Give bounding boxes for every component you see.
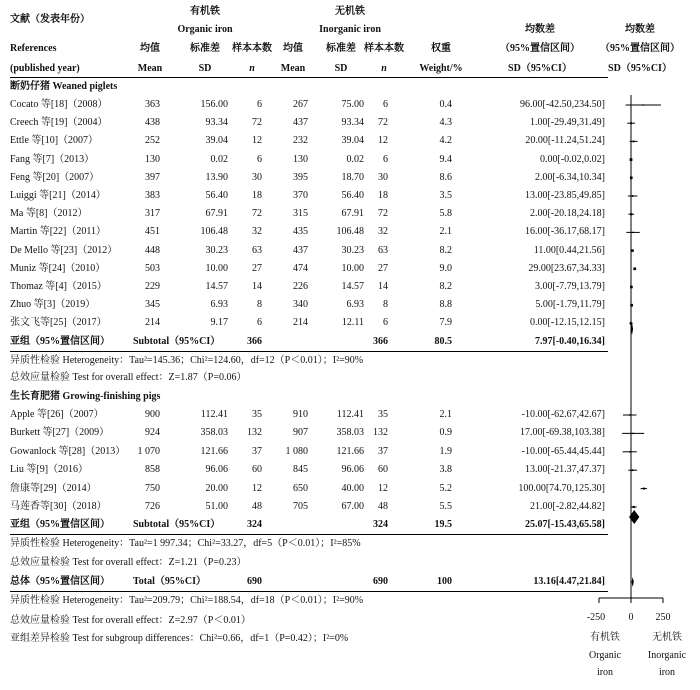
group-1-subtotal-label: 亚组（95%置信区间） — [10, 336, 110, 347]
study-sd1: 112.41 — [200, 409, 228, 420]
study-sd1: 358.03 — [200, 427, 228, 439]
study-ci: 1.00[-29.49,31.49] — [530, 117, 605, 129]
study-n1: 35 — [252, 409, 262, 420]
study-m2: 474 — [293, 262, 308, 274]
study-name: Creech 等[19]（2004） — [10, 117, 108, 129]
study-m2: 907 — [293, 427, 308, 439]
study-n1: 18 — [252, 190, 262, 201]
study-ci: 20.00[-11.24,51.24] — [525, 135, 605, 147]
group-1-title: 断奶仔猪 Weaned piglets — [10, 81, 118, 92]
study-name: Burkett 等[27]（2009） — [10, 427, 110, 439]
study-n2: 32 — [378, 226, 388, 238]
study-n2: 48 — [378, 501, 388, 512]
axis-tick-left-label: -250 — [586, 612, 606, 623]
total-ci: 13.16[4.47,21.84] — [533, 576, 605, 587]
study-name: Ma 等[8]（2012） — [10, 208, 88, 220]
study-n2: 6 — [383, 153, 388, 165]
study-sd1: 121.66 — [200, 445, 228, 457]
study-n2: 30 — [378, 171, 388, 183]
study-weight: 2.1 — [439, 409, 452, 420]
study-n2: 12 — [378, 135, 388, 147]
header-mean-cn: 均值 — [140, 43, 160, 54]
total-n1: 690 — [247, 576, 262, 587]
study-m2: 1 080 — [285, 445, 308, 457]
study-name: 马莲香等[30]（2018） — [10, 501, 107, 512]
header-n-cn-2: 样本本数 — [364, 43, 404, 54]
header-mean-cn-2: 均值 — [283, 43, 303, 54]
study-name: Apple 等[26]（2007） — [10, 409, 104, 420]
study-n1: 12 — [252, 482, 262, 494]
study-sd1: 156.00 — [200, 99, 228, 110]
study-m2: 845 — [293, 464, 308, 476]
study-n2: 63 — [378, 244, 388, 256]
group-2-subtotal-weight: 19.5 — [434, 519, 452, 530]
study-sd1: 106.48 — [200, 226, 228, 238]
study-sd2: 121.66 — [336, 445, 364, 457]
study-point — [631, 249, 634, 252]
study-n1: 14 — [252, 281, 262, 292]
study-n1: 8 — [257, 299, 262, 311]
study-point — [633, 140, 635, 142]
study-ci: 2.00[-20.18,24.18] — [530, 208, 605, 220]
header-md-plot-cn: 均数差 — [625, 24, 655, 35]
header-references: References — [10, 43, 57, 54]
study-ci: 2.00[-6.34,10.34] — [535, 171, 605, 183]
study-n1: 32 — [252, 226, 262, 238]
study-m2: 340 — [293, 299, 308, 311]
header-n-en-2: n — [381, 63, 387, 74]
study-sd1: 51.00 — [205, 501, 228, 512]
study-ci: 5.00[-1.79,11.79] — [535, 299, 605, 311]
study-m1: 726 — [145, 501, 160, 512]
header-md-cn: 均数差 — [525, 24, 555, 35]
header-mean-en-2: Mean — [280, 63, 306, 74]
header-sd-en-2: SD — [334, 63, 348, 74]
study-n2: 8 — [383, 299, 388, 311]
total-label-en: Total（95%CI） — [133, 576, 206, 587]
group-1-subtotal-n1: 366 — [247, 336, 262, 347]
group-1-subtotal-ci: 7.97[-0.40,16.34] — [535, 336, 605, 347]
study-point — [643, 104, 644, 105]
study-ci: 11.00[0.44,21.56] — [533, 244, 605, 256]
header-published: (published year) — [10, 63, 80, 74]
study-m2: 267 — [293, 99, 308, 110]
study-name: Zhuo 等[3]（2019） — [10, 299, 96, 311]
study-n1: 6 — [257, 317, 262, 329]
total-subgroup-diff: 亚组差异检验 Test for subgroup differences：Chi²=0.66，df=1（P=0.42）；I²=0% — [10, 633, 349, 644]
study-m1: 451 — [145, 226, 160, 238]
study-n2: 14 — [378, 281, 388, 292]
study-ci: 0.00[-12.15,12.15] — [530, 317, 605, 329]
study-n2: 35 — [378, 409, 388, 420]
study-m1: 1 070 — [137, 445, 160, 457]
study-m1: 229 — [145, 281, 160, 292]
study-sd2: 6.93 — [346, 299, 364, 311]
study-n1: 48 — [252, 501, 262, 512]
study-m2: 395 — [293, 171, 308, 183]
study-sd2: 12.11 — [341, 317, 364, 329]
study-m2: 226 — [293, 281, 308, 292]
study-n1: 6 — [257, 99, 262, 110]
study-weight: 3.5 — [439, 190, 452, 201]
study-ci: -10.00[-65.44,45.44] — [521, 445, 605, 457]
study-n1: 132 — [247, 427, 262, 439]
axis-right-en2: iron — [658, 667, 676, 678]
study-m2: 705 — [293, 501, 308, 512]
study-ci: 16.00[-36.17,68.17] — [525, 226, 605, 238]
study-weight: 8.8 — [439, 299, 452, 311]
header-ci-plot-cn: （95%置信区间） — [600, 43, 680, 54]
group-1-overall-effect: 总效应量检验 Test for overall effect：Z=1.87（P=0.06） — [10, 372, 247, 383]
group-1-heterogeneity: 异质性检验 Heterogeneity：Tau²=145.36；Chi²=124.60，df=12（P＜0.01）；I²=90% — [10, 355, 364, 366]
study-point — [630, 286, 633, 289]
study-weight: 0.9 — [439, 427, 452, 439]
study-name: 张文飞等[25]（2017） — [10, 317, 107, 329]
study-weight: 4.3 — [439, 117, 452, 129]
total-overall-effect: 总效应量检验 Test for overall effect：Z=2.97（P＜0.01） — [10, 615, 251, 626]
group-1-subtotal-weight: 80.5 — [434, 336, 452, 347]
study-m1: 503 — [145, 262, 160, 274]
study-sd1: 20.00 — [205, 482, 228, 494]
study-sd1: 9.17 — [210, 317, 228, 329]
study-point — [630, 122, 632, 124]
study-ci: 29.00[23.67,34.33] — [528, 262, 605, 274]
group-1-subtotal-en: Subtotal（95%CI） — [133, 336, 221, 347]
study-sd2: 358.03 — [336, 427, 364, 439]
study-m2: 650 — [293, 482, 308, 494]
study-ci: 21.00[-2.82,44.82] — [530, 501, 605, 512]
study-m2: 910 — [293, 409, 308, 420]
axis-left-cn: 有机铁 — [590, 632, 620, 643]
group-2-overall-effect: 总效应量检验 Test for overall effect：Z=1.21（P=0.23） — [10, 557, 247, 568]
study-m1: 214 — [145, 317, 160, 329]
study-name: Liu 等[9]（2016） — [10, 464, 89, 476]
study-n2: 37 — [378, 445, 388, 457]
study-point — [632, 232, 633, 233]
study-n1: 30 — [252, 171, 262, 183]
study-point — [629, 451, 630, 452]
study-m1: 345 — [145, 299, 160, 311]
study-weight: 8.6 — [439, 171, 452, 183]
study-name: 詹康等[29]（2014） — [10, 482, 97, 494]
study-name: Gowanlock 等[28]（2013） — [10, 445, 126, 457]
study-sd2: 18.70 — [341, 171, 364, 183]
study-n2: 72 — [378, 208, 388, 220]
axis-right-en1: Inorganic — [647, 650, 687, 661]
study-m1: 438 — [145, 117, 160, 129]
study-point — [633, 506, 635, 508]
study-m1: 448 — [145, 244, 160, 256]
study-sd2: 96.06 — [341, 464, 364, 476]
study-point — [630, 304, 633, 307]
study-name: De Mello 等[23]（2012） — [10, 244, 118, 256]
study-sd2: 0.02 — [346, 153, 364, 165]
study-ci: 17.00[-69.38,103.38] — [520, 427, 605, 439]
study-n1: 12 — [252, 135, 262, 147]
group-2-subtotal-n2: 324 — [373, 519, 388, 530]
study-n2: 18 — [378, 190, 388, 201]
study-name: Muniz 等[24]（2010） — [10, 262, 106, 274]
study-m2: 435 — [293, 226, 308, 238]
study-weight: 2.1 — [439, 226, 452, 238]
study-point — [630, 213, 632, 215]
study-m2: 437 — [293, 117, 308, 129]
axis-right-cn: 无机铁 — [652, 632, 682, 643]
study-n1: 27 — [252, 262, 262, 274]
study-weight: 8.2 — [439, 281, 452, 292]
study-m2: 130 — [293, 153, 308, 165]
study-m2: 232 — [293, 135, 308, 147]
study-sd1: 13.90 — [205, 171, 228, 183]
overall-diamond — [632, 577, 634, 587]
total-weight: 100 — [437, 576, 452, 587]
study-sd1: 93.34 — [205, 117, 228, 129]
study-sd1: 67.91 — [205, 208, 228, 220]
axis-left-en2: iron — [596, 667, 614, 678]
header-sd-cn: 标准差 — [190, 43, 220, 54]
header-n-cn: 样本本数 — [232, 43, 272, 54]
study-m1: 750 — [145, 482, 160, 494]
study-m1: 383 — [145, 190, 160, 201]
study-sd2: 10.00 — [341, 262, 364, 274]
study-n2: 6 — [383, 99, 388, 110]
header-sd-cn-2: 标准差 — [326, 43, 356, 54]
study-sd1: 56.40 — [205, 190, 228, 201]
study-weight: 9.0 — [439, 262, 452, 274]
study-ci: 96.00[-42.50,234.50] — [520, 99, 605, 110]
study-point — [632, 433, 633, 434]
header-inorganic-cn: 无机铁 — [335, 6, 365, 17]
study-ci: 3.00[-7.79,13.79] — [535, 281, 605, 292]
header-sd-en: SD — [198, 63, 212, 74]
axis-tick-zero-label: 0 — [628, 612, 634, 623]
study-weight: 3.8 — [439, 464, 452, 476]
header-md-en: SD（95%CI） — [508, 63, 572, 74]
group-2-subtotal-label: 亚组（95%置信区间） — [10, 519, 110, 530]
axis-left-en1: Organic — [588, 650, 622, 661]
group-2-subtotal-en: Subtotal（95%CI） — [133, 519, 221, 530]
study-point — [643, 488, 645, 490]
study-sd2: 39.04 — [341, 135, 364, 147]
study-sd2: 112.41 — [336, 409, 364, 420]
group-1-subtotal-n2: 366 — [373, 336, 388, 347]
study-m1: 397 — [145, 171, 160, 183]
header-study-cn: 文献（发表年份） — [10, 14, 90, 25]
study-weight: 1.9 — [439, 445, 452, 457]
group-2-heterogeneity: 异质性检验 Heterogeneity：Tau²=1 997.34；Chi²=33.27，df=5（P＜0.01）；I²=85% — [10, 538, 361, 549]
study-point — [632, 469, 634, 471]
header-inorganic-en: Inorganic iron — [319, 24, 381, 35]
study-sd2: 93.34 — [341, 117, 364, 129]
study-name: Thomaz 等[4]（2015） — [10, 281, 107, 292]
study-name: Ettle 等[10]（2007） — [10, 135, 99, 147]
study-n2: 6 — [383, 317, 388, 329]
study-point — [630, 176, 633, 179]
study-name: Fang 等[7]（2013） — [10, 153, 95, 165]
study-name: Cocato 等[18]（2008） — [10, 99, 108, 110]
study-n2: 72 — [378, 117, 388, 129]
study-n1: 60 — [252, 464, 262, 476]
study-point — [629, 414, 630, 415]
header-weight-en: Weight/% — [419, 63, 463, 74]
study-n1: 37 — [252, 445, 262, 457]
header-mean-en: Mean — [137, 63, 163, 74]
study-n2: 60 — [378, 464, 388, 476]
study-ci: 13.00[-21.37,47.37] — [525, 464, 605, 476]
study-weight: 5.2 — [439, 482, 452, 494]
study-sd2: 75.00 — [341, 99, 364, 110]
study-m1: 858 — [145, 464, 160, 476]
study-sd1: 96.06 — [205, 464, 228, 476]
total-n2: 690 — [373, 576, 388, 587]
study-point — [632, 195, 634, 197]
study-n1: 72 — [252, 208, 262, 220]
study-m2: 214 — [293, 317, 308, 329]
study-ci: 13.00[-23.85,49.85] — [525, 190, 605, 201]
study-m2: 315 — [293, 208, 308, 220]
group-2-subtotal-n1: 324 — [247, 519, 262, 530]
study-name: Martin 等[22]（2011） — [10, 226, 107, 238]
study-sd2: 67.00 — [341, 501, 364, 512]
study-m1: 317 — [145, 208, 160, 220]
study-weight: 4.2 — [439, 135, 452, 147]
study-weight: 5.8 — [439, 208, 452, 220]
study-m1: 130 — [145, 153, 160, 165]
group-2-title: 生长育肥猪 Growing-finishing pigs — [10, 391, 161, 402]
study-sd2: 14.57 — [341, 281, 364, 292]
study-sd2: 106.48 — [336, 226, 364, 238]
study-sd1: 14.57 — [205, 281, 228, 292]
study-sd2: 67.91 — [341, 208, 364, 220]
total-label: 总体（95%置信区间） — [10, 576, 110, 587]
study-n1: 6 — [257, 153, 262, 165]
study-point — [630, 158, 633, 161]
study-weight: 8.2 — [439, 244, 452, 256]
study-ci: -10.00[-62.67,42.67] — [521, 409, 605, 420]
study-m2: 370 — [293, 190, 308, 201]
study-weight: 9.4 — [439, 153, 452, 165]
study-m1: 363 — [145, 99, 160, 110]
study-n1: 72 — [252, 117, 262, 129]
study-sd2: 30.23 — [341, 244, 364, 256]
study-name: Feng 等[20]（2007） — [10, 171, 100, 183]
study-m1: 924 — [145, 427, 160, 439]
study-m1: 900 — [145, 409, 160, 420]
header-weight-cn: 权重 — [431, 43, 451, 54]
study-n2: 27 — [378, 262, 388, 274]
study-sd1: 6.93 — [210, 299, 228, 311]
study-sd1: 39.04 — [205, 135, 228, 147]
study-name: Luiggi 等[21]（2014） — [10, 190, 106, 201]
header-organic-cn: 有机铁 — [190, 6, 220, 17]
study-ci: 100.00[74.70,125.30] — [518, 482, 605, 494]
study-n1: 63 — [252, 244, 262, 256]
header-n-en: n — [249, 63, 255, 74]
header-ci-cn: （95%置信区间） — [500, 43, 580, 54]
study-m1: 252 — [145, 135, 160, 147]
group-2-subtotal-ci: 25.07[-15.43,65.58] — [525, 519, 605, 530]
study-sd1: 30.23 — [205, 244, 228, 256]
header-md-plot-en: SD（95%CI） — [608, 63, 672, 74]
study-sd2: 56.40 — [341, 190, 364, 201]
study-n2: 132 — [373, 427, 388, 439]
header-organic-en: Organic iron — [177, 24, 233, 35]
study-weight: 5.5 — [439, 501, 452, 512]
study-point — [633, 267, 636, 270]
study-sd2: 40.00 — [341, 482, 364, 494]
study-sd1: 0.02 — [210, 153, 228, 165]
study-weight: 0.4 — [439, 99, 452, 110]
study-m2: 437 — [293, 244, 308, 256]
total-heterogeneity: 异质性检验 Heterogeneity：Tau²=209.79；Chi²=188.54，df=18（P＜0.01）；I²=90% — [10, 595, 364, 606]
study-weight: 7.9 — [439, 317, 452, 329]
axis-tick-right-label: 250 — [655, 612, 671, 623]
study-n2: 12 — [378, 482, 388, 494]
study-sd1: 10.00 — [205, 262, 228, 274]
study-ci: 0.00[-0.02,0.02] — [540, 153, 605, 165]
